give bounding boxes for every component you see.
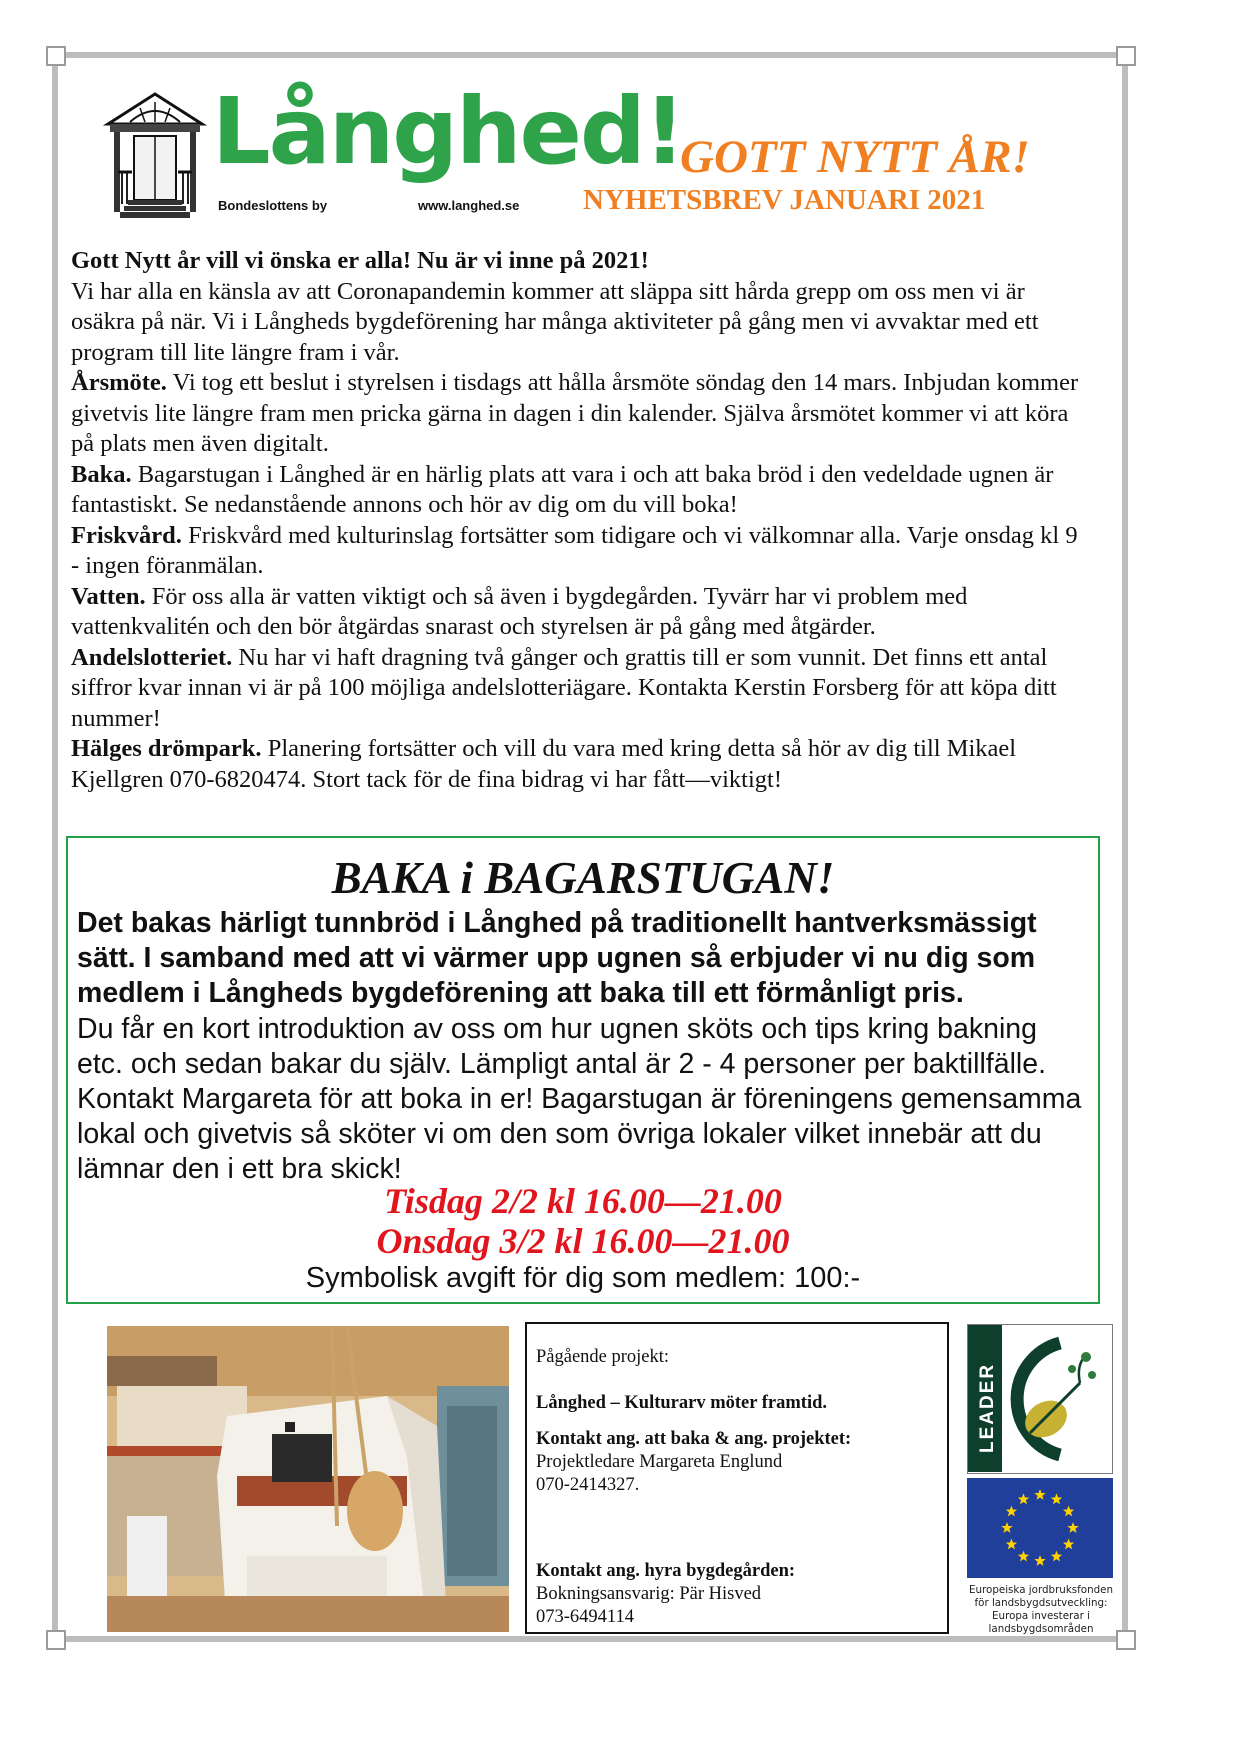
eu-star-icon [1006,1506,1017,1517]
newsletter-body [71,246,1091,795]
page-frame-bottom [52,1636,1128,1642]
logo-url[interactable]: www.langhed.se [418,198,520,213]
eu-star-icon [1051,1551,1062,1562]
section-text: Bagarstugan i Långhed är en härlig plats att vara i och att baka bröd i den vedeldade ugnen är fantastiskt. Se nedanstående annons och hör av dig om du vill boka! [71,460,1054,518]
leader-label: LEADER [977,1362,998,1453]
eu-star-icon [1063,1506,1074,1517]
bake-contact-phone: 070-2414327. [536,1475,640,1495]
ad-date-tuesday: Tisdag 2/2 kl 16.00—21.00 [384,1181,782,1221]
eu-star-icon [1034,1555,1045,1566]
section-vatten [71,582,1091,643]
eu-star-icon [1063,1539,1074,1550]
logo-tagline: Bondeslottens by [218,198,328,213]
section-text: Nu har vi haft dragning två gånger och grattis till er som vunnit. Det finns ett antal siffror kvar innan vi är på 100 möjliga andelslotteriägare. Kontakta Kerstin Forsberg för att köpa ditt nummer! [71,643,1057,732]
ad-text: Du får en kort introduktion av oss om hur ugnen sköts och tips kring bakning etc. och sedan bakar du själv. Lämpligt antal är 2 - 4 personer per baktillfälle. Kontakt Margareta för att boka in er! Bagarstugan är föreningens gemensamma lokal och givetvis så sköter vi om den som övriga lokaler vilket innebär att du lämnar den i ett bra skick! [77,1013,1082,1185]
ongoing-project-label: Pågående projekt: [536,1347,670,1367]
ad-title: BAKA i BAGARSTUGAN! [331,853,835,903]
logo-title: Långhed! [212,78,684,185]
frame-corner [46,1630,66,1650]
section-arsmote [71,368,1091,460]
eu-star-icon [1034,1489,1045,1500]
eu-star-icon [1018,1493,1029,1504]
section-text: Planering fortsätter och vill du vara med kring detta så hör av dig till Mikael Kjellgren 070-6820474. Stort tack för de fina bidrag vi har fått—viktigt! [71,735,1017,793]
section-title: Hälges drömpark. [71,735,262,762]
leader-logo [967,1324,1113,1474]
contact-box [525,1322,949,1634]
section-text: Friskvård med kulturinslag fortsätter som tidigare och vi välkomnar alla. Varje onsdag kl 9 - ingen föranmälan. [71,521,1078,579]
section-title: Baka. [71,460,132,488]
langhed-logo [100,78,684,222]
frame-corner [1116,1630,1136,1650]
intro-heading: Gott Nytt år vill vi önska er alla! Nu är vi inne på 2021! [71,247,649,274]
section-title: Vatten. [71,582,146,610]
section-text: Vi tog ett beslut i styrelsen i tisdags att hålla årsmöte söndag den 14 mars. Inbjudan kommer givetvis lite längre fram men pricka gärna in dagen i din kalender. Själva årsmötet kommer vi att köra på plats men även digitalt. [71,369,1079,457]
rent-contact-phone: 073-6494114 [536,1607,634,1627]
eu-star-icon [1067,1522,1078,1533]
bake-contact-person: Projektledare Margareta Englund [536,1452,783,1472]
eu-flag [967,1478,1113,1578]
frame-corner [1116,46,1136,66]
ad-bold-text: Det bakas härligt tunnbröd i Långhed på traditionellt hantverksmässigt sätt. I samband med att vi värmer upp ugnen så erbjuder vi nu dig som medlem i Långheds bygdeförening att baka till ett förmånligt pris. [77,907,1037,1009]
intro-paragraph [71,246,1091,368]
bake-oven-photo [107,1326,509,1632]
section-friskvard [71,521,1091,582]
project-name: Långhed – Kulturarv möter framtid. [536,1393,828,1413]
section-title: Andelslotteriet. [71,643,233,671]
frame-corner [46,46,66,66]
eu-caption: Europeiska jordbruksfonden för landsbygdsutveckling: Europa investerar i landsbygdsområden [968,1584,1114,1635]
page-frame-left [52,52,58,1642]
rent-contact-person: Bokningsansvarig: Pär Hisved [536,1584,762,1604]
bake-contact-heading: Kontakt ang. att baka & ang. projektet: [536,1429,852,1449]
eu-star-icon [1001,1522,1012,1533]
section-baka [71,460,1091,521]
section-text: För oss alla är vatten viktigt och så även i bygdegården. Tyvärr har vi problem med vattenkvalitén och den bör åtgärdas snarast och styrelsen är på gång med åtgärder. [71,582,968,640]
newsletter-subtitle: NYHETSBREV JANUARI 2021 [583,184,986,216]
ad-fee: Symbolisk avgift för dig som medlem: 100:- [305,1262,861,1294]
section-halges-drompark [71,734,1091,795]
section-title: Årsmöte. [71,369,167,396]
eu-star-icon [1006,1539,1017,1550]
rent-contact-heading: Kontakt ang. hyra bygdegården: [536,1561,796,1581]
porch-illustration-icon [100,92,210,222]
bagarstugan-ad [66,836,1100,1304]
intro-text: Vi har alla en känsla av att Coronapandemin kommer att släppa sitt hårda grepp om oss men vi är osäkra på när. Vi i Långheds bygdeförening har många aktiviteter på gång men vi avvaktar med ett program till lite längre fram i vår. [71,277,1039,366]
eu-star-icon [1018,1551,1029,1562]
ad-date-wednesday: Onsdag 3/2 kl 16.00—21.00 [376,1221,790,1261]
section-title: Friskvård. [71,521,182,549]
page-frame-top [52,52,1128,58]
newsletter-title: GOTT NYTT ÅR! [680,131,1030,183]
eu-star-icon [1051,1493,1062,1504]
page-frame-right [1122,52,1128,1642]
section-andelslotteriet [71,643,1091,735]
